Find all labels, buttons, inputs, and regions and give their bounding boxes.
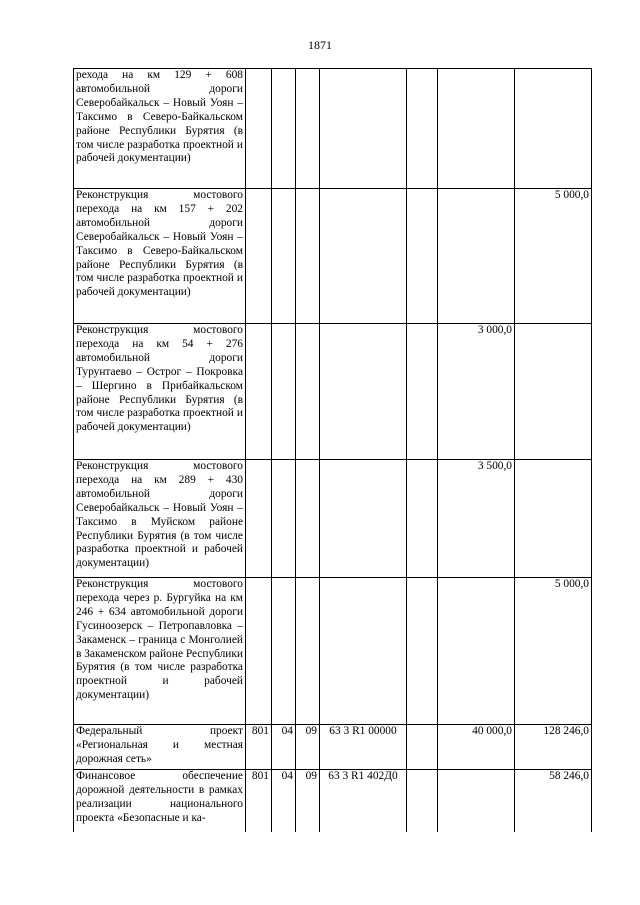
table-row: [74, 725, 592, 770]
cell-expense-type: [407, 189, 438, 324]
cell-subsection: 09: [296, 725, 320, 770]
cell-target-article: [320, 578, 407, 725]
cell-amount-2: 5 000,0: [515, 189, 592, 324]
cell-amount-2: [515, 324, 592, 460]
table-row: [74, 578, 592, 725]
table-row: [74, 69, 592, 189]
cell-expense-type: [407, 69, 438, 189]
cell-target-article: 63 3 R1 00000: [320, 725, 407, 770]
cell-subsection: [296, 460, 320, 578]
cell-description: Реконструкция мостового перехода на км 157 + 202 автомобильной дороги Северобайкальск – Новый Уоян – Таксимо в Северо-Байкальском районе Республики Бурятия (в том числе разработка проектной и рабочей документации): [74, 189, 246, 324]
cell-amount-2: 5 000,0: [515, 578, 592, 725]
cell-expense-type: [407, 460, 438, 578]
cell-section: [272, 460, 296, 578]
cell-amount-1: 3 000,0: [438, 324, 515, 460]
cell-section: [272, 69, 296, 189]
cell-description: Реконструкция мостового перехода через р. Бургуйка на км 246 + 634 автомобильной дороги Гусиноозерск – Петропавловка – Закаменск – граница с Монголией в Закаменском районе Республики Бурятия (в том числе разработка проектной и рабочей документации): [74, 578, 246, 725]
table-row: [74, 324, 592, 460]
cell-section: [272, 189, 296, 324]
cell-description: Реконструкция мостового перехода на км 289 + 430 автомобильной дороги Северобайкальск – Новый Уоян – Таксимо в Муйском районе Республики Бурятия (в том числе разработка проектной и рабочей документации): [74, 460, 246, 578]
cell-amount-1: [438, 578, 515, 725]
table-row: [74, 770, 592, 832]
cell-amount-1: 3 500,0: [438, 460, 515, 578]
cell-amount-1: [438, 770, 515, 832]
cell-subsection: [296, 324, 320, 460]
cell-grbs: [246, 578, 272, 725]
cell-amount-2: [515, 69, 592, 189]
cell-subsection: [296, 189, 320, 324]
cell-amount-1: 40 000,0: [438, 725, 515, 770]
cell-grbs: [246, 69, 272, 189]
page-number: 1871: [308, 38, 332, 52]
cell-target-article: [320, 189, 407, 324]
cell-description: Федеральный проект «Региональная и местная дорожная сеть»: [74, 725, 246, 770]
cell-amount-2: 58 246,0: [515, 770, 592, 832]
cell-expense-type: [407, 324, 438, 460]
cell-grbs: [246, 189, 272, 324]
cell-target-article: [320, 460, 407, 578]
cell-section: [272, 324, 296, 460]
cell-description: рехода на км 129 + 608 автомобильной дороги Северобайкальск – Новый Уоян – Таксимо в Северо-Байкальском районе Республики Бурятия (в том числе разработка проектной и рабочей документации): [74, 69, 246, 189]
table-row: [74, 460, 592, 578]
budget-table: [73, 68, 592, 832]
cell-section: 04: [272, 770, 296, 832]
cell-amount-1: [438, 189, 515, 324]
cell-section: [272, 578, 296, 725]
cell-subsection: [296, 578, 320, 725]
cell-expense-type: [407, 578, 438, 725]
cell-description: Финансовое обеспечение дорожной деятельности в рамках реализации национального проекта «Безопасные и ка-: [74, 770, 246, 832]
cell-amount-2: [515, 460, 592, 578]
cell-amount-1: [438, 69, 515, 189]
cell-description: Реконструкция мостового перехода на км 54 + 276 автомобильной дороги Турунтаево – Острог – Покровка – Шергино в Прибайкальском районе Республики Бурятия (в том числе разработка проектной и рабочей документации): [74, 324, 246, 460]
cell-subsection: 09: [296, 770, 320, 832]
cell-subsection: [296, 69, 320, 189]
cell-expense-type: [407, 725, 438, 770]
cell-grbs: [246, 324, 272, 460]
cell-target-article: [320, 324, 407, 460]
cell-target-article: 63 3 R1 402Д0: [320, 770, 407, 832]
cell-expense-type: [407, 770, 438, 832]
cell-grbs: 801: [246, 725, 272, 770]
cell-grbs: [246, 460, 272, 578]
table-row: [74, 189, 592, 324]
cell-target-article: [320, 69, 407, 189]
cell-amount-2: 128 246,0: [515, 725, 592, 770]
cell-grbs: 801: [246, 770, 272, 832]
cell-section: 04: [272, 725, 296, 770]
